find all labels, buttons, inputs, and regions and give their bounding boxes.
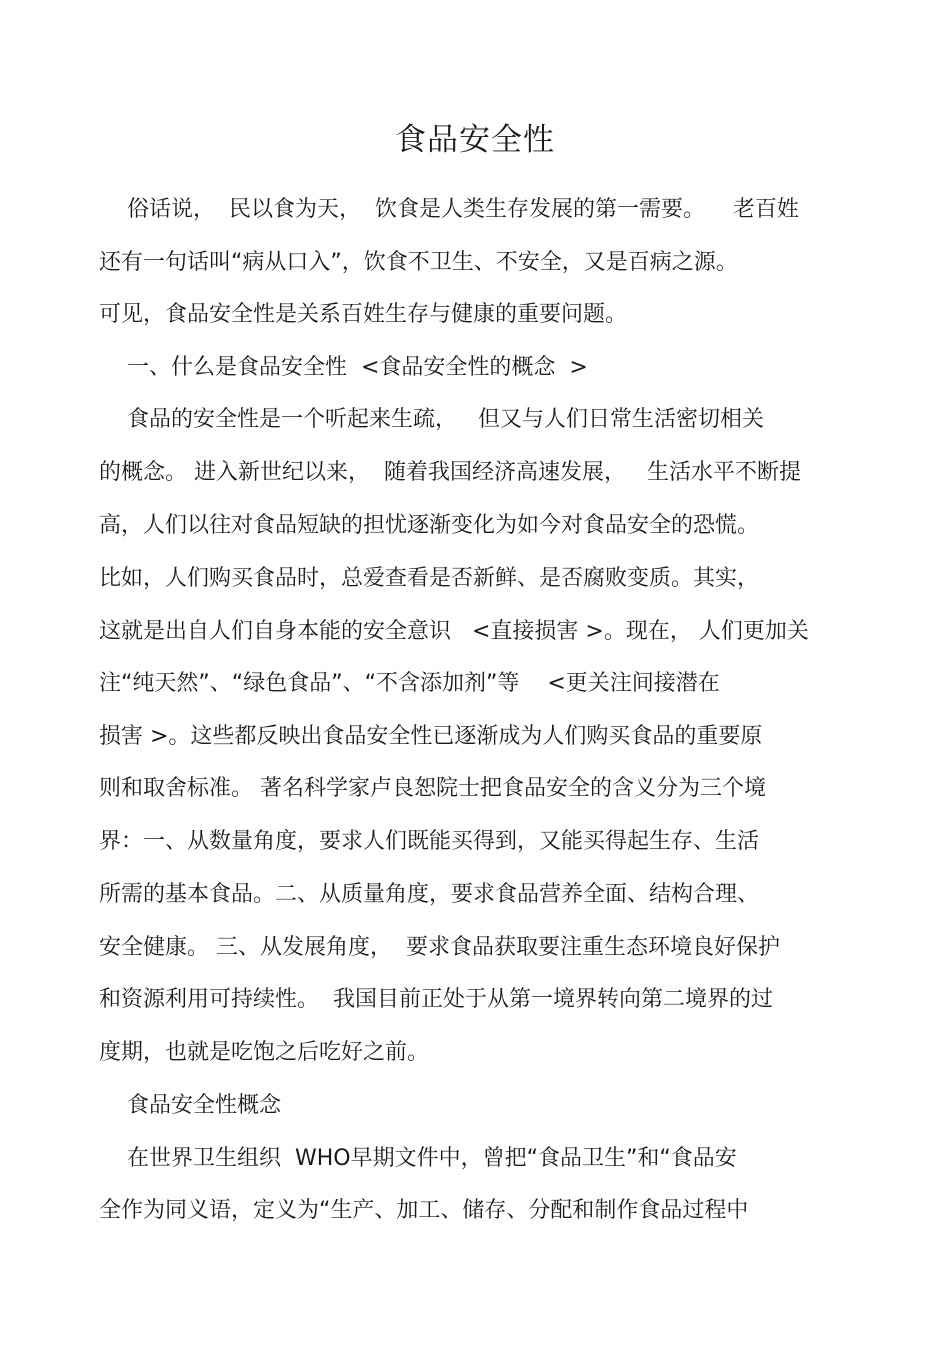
text-line: 和资源利用可持续性。 我国目前正处于从第一境界转向第二境界的过 [99, 987, 773, 1012]
text-line: 食品的安全性是一个听起来生疏， 但又与人们日常生活密切相关 [99, 407, 764, 432]
text-line: 所需的基本食品。二、从质量角度，要求食品营养全面、结构合理、 [99, 882, 760, 907]
section-heading: 一、什么是食品安全性 <食品安全性的概念 > [99, 355, 588, 380]
text-line: 还有一句话叫“病从口入”，饮食不卫生、不安全，又是百病之源。 [99, 250, 738, 275]
text-line: 注“纯天然”、“绿色食品”、“不含添加剂”等 <更关注间接潜在 [99, 671, 720, 696]
text-line: 界：一、从数量角度，要求人们既能买得到，又能买得起生存、生活 [99, 829, 760, 854]
text-line: 全作为同义语，定义为“生产、加工、储存、分配和制作食品过程中 [99, 1198, 749, 1223]
text-line: 则和取舍标准。 著名科学家卢良恕院士把食品安全的含义分为三个境 [99, 776, 766, 801]
text-line: 这就是出自人们自身本能的安全意识 <直接损害 >。现在， 人们更加关 [99, 619, 809, 644]
text-line: 损害 >。这些都反映出食品安全性已逐渐成为人们购买食品的重要原 [99, 724, 763, 749]
text-line: 高，人们以往对食品短缺的担忧逐渐变化为如今对食品安全的恐慌。 [99, 513, 760, 538]
text-line: 的概念。 进入新世纪以来， 随着我国经济高速发展， 生活水平不断提 [99, 460, 801, 485]
text-line: 俗话说， 民以食为天， 饮食是人类生存发展的第一需要。 老百姓 [99, 197, 799, 222]
section-heading: 食品安全性概念 [99, 1093, 281, 1118]
text-line: 度期，也就是吃饱之后吃好之前。 [99, 1040, 430, 1065]
text-line: 在世界卫生组织 WHO早期文件中，曾把“食品卫生”和“食品安 [99, 1146, 737, 1171]
document-title: 食品安全性 [395, 122, 555, 158]
text-line: 安全健康。 三、从发展角度， 要求食品获取要注重生态环境良好保护 [99, 935, 780, 960]
text-line: 可见，食品安全性是关系百姓生存与健康的重要问题。 [99, 302, 628, 327]
text-line: 比如，人们购买食品时，总爱查看是否新鲜、是否腐败变质。其实， [99, 566, 760, 591]
